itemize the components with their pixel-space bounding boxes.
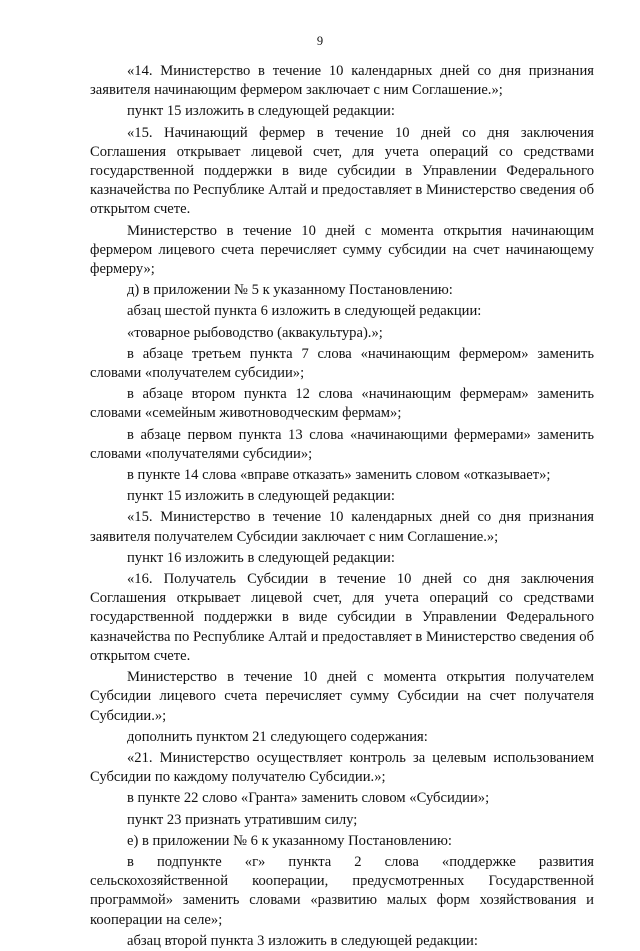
paragraph: в абзаце втором пункта 12 слова «начинающим фермерам» заменить словами «семейным животноводческим фермам»;: [90, 386, 594, 422]
paragraph: «15. Начинающий фермер в течение 10 дней со дня заключения Соглашения открывает лицевой счет, для учета операций со средствами государственной поддержки в виде субсидии в Управлении Федерального казначейства по Республике Алтай и предоставляет в Министерство сведения об открытом счете.: [90, 124, 594, 218]
paragraph: Министерство в течение 10 дней с момента открытия начинающим фермером лицевого счета перечисляет сумму субсидии на счет начинающему фермеру»;: [90, 222, 594, 278]
paragraph: дополнить пунктом 21 следующего содержания:: [127, 728, 428, 745]
paragraph: пункт 15 изложить в следующей редакции:: [127, 103, 395, 120]
paragraph: «16. Получатель Субсидии в течение 10 дней со дня заключения Соглашения открывает лицевой счет, для учета операций со средствами государственной поддержки в виде субсидии в Управлении Федерального казначейства по Республике Алтай и предоставляет в Министерство сведения об открытом счете.: [90, 571, 594, 664]
paragraph: «15. Министерство в течение 10 календарных дней со дня признания заявителя получателем Субсидии заключает с ним Соглашение.»;: [90, 509, 594, 545]
page-number: 9: [316, 34, 324, 48]
paragraph: пункт 23 признать утратившим силу;: [127, 811, 358, 828]
paragraph: «товарное рыбоводство (аквакультура).»;: [127, 324, 383, 341]
paragraph: в абзаце первом пункта 13 слова «начинающими фермерами» заменить словами «получателями субсидии»;: [90, 426, 594, 462]
paragraph: пункт 15 изложить в следующей редакции:: [127, 488, 395, 505]
paragraph: Министерство в течение 10 дней с момента открытия получателем Субсидии лицевого счета перечисляет сумму Субсидии на счет получателя Субсидии.»;: [90, 669, 594, 724]
paragraph: абзац шестой пункта 6 изложить в следующей редакции:: [127, 303, 482, 320]
paragraph: пункт 16 изложить в следующей редакции:: [127, 549, 395, 566]
paragraph: д) в приложении № 5 к указанному Постановлению:: [127, 282, 453, 299]
paragraph: в пункте 22 слово «Гранта» заменить словом «Субсидии»;: [127, 790, 490, 807]
paragraph: абзац второй пункта 3 изложить в следующей редакции:: [127, 932, 478, 949]
paragraph: е) в приложении № 6 к указанному Постановлению:: [127, 832, 452, 849]
paragraph: в пункте 14 слова «вправе отказать» заменить словом «отказывает»;: [127, 467, 551, 484]
paragraph: в абзаце третьем пункта 7 слова «начинающим фермером» заменить словами «получателем субсидии»;: [90, 345, 594, 382]
paragraph: в подпункте «г» пункта 2 слова «поддержке развития сельскохозяйственной кооперации, предусмотренных Государственной программой» заменить словами «развитию малых форм хозяйствования и кооперации на селе»;: [90, 853, 594, 928]
document-body: [90, 62, 594, 951]
paragraph: «14. Министерство в течение 10 календарных дней со дня признания заявителя начинающим фермером заключает с ним Соглашение.»;: [90, 63, 594, 99]
paragraph: «21. Министерство осуществляет контроль за целевым использованием Субсидии по каждому получателю Субсидии.»;: [90, 749, 594, 786]
